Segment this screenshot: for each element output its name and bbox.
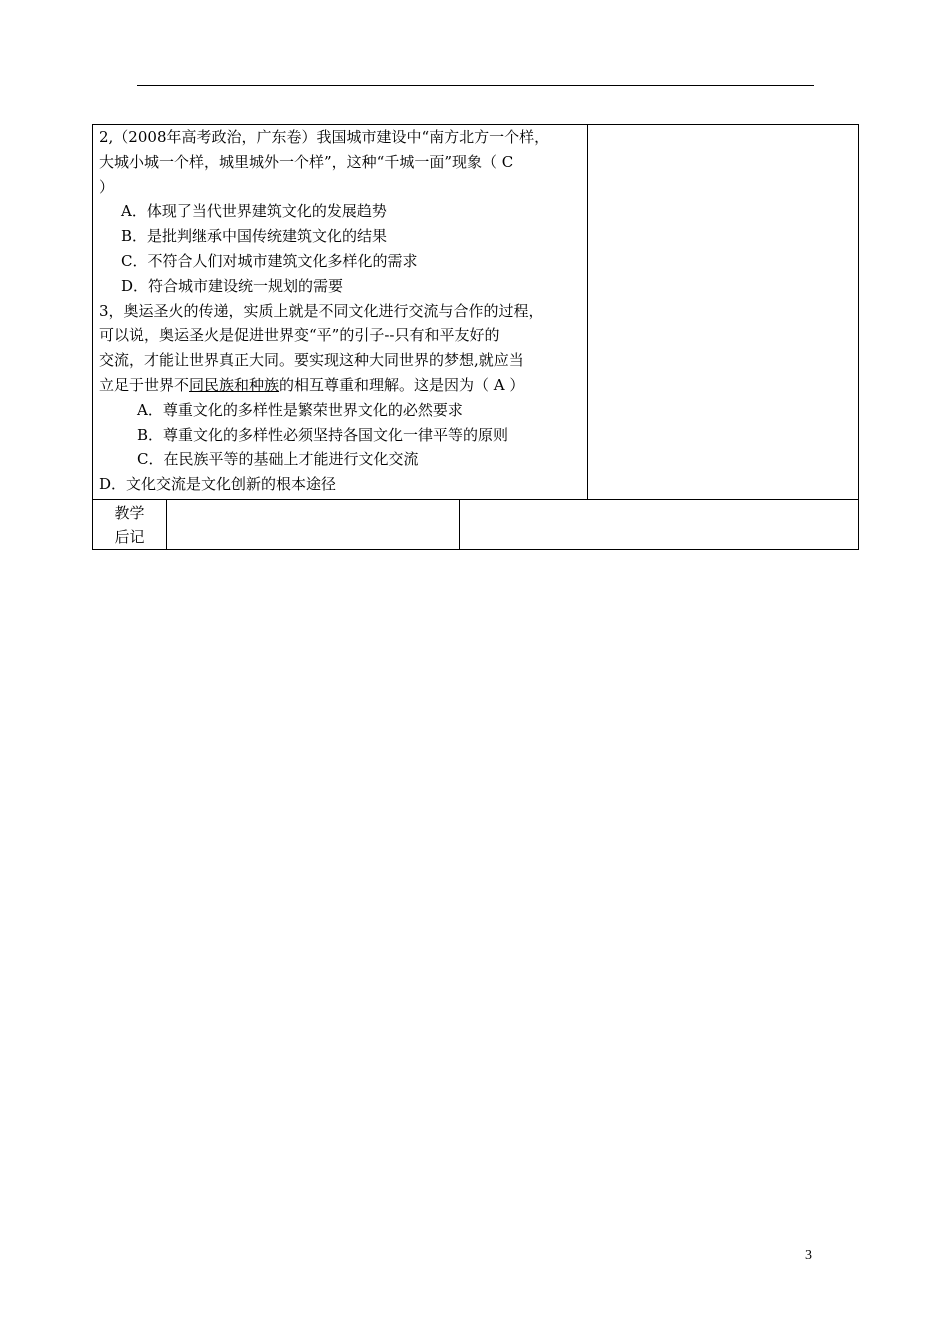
q3-option-b: B．尊重文化的多样性必须坚持各国文化一律平等的原则 xyxy=(137,425,509,444)
notes-cell xyxy=(588,125,859,500)
afterword-label-cell xyxy=(93,500,167,550)
afterword-row xyxy=(93,500,859,550)
q2-option-c: C．不符合人们对城市建筑文化多样化的需求 xyxy=(121,251,418,270)
q3-stem-underlined: 同民族和种族 xyxy=(189,375,280,394)
questions-cell xyxy=(93,125,588,500)
q3-option-d: D．文化交流是文化创新的根本途径 xyxy=(99,475,337,494)
q2-stem-line-2: 大城小城一个样，城里城外一个样”，这种“千城一面”现象（ C xyxy=(99,152,514,171)
afterword-label-line-1: 教学 xyxy=(114,503,145,522)
q2-option-b: B．是批判继承中国传统建筑文化的结果 xyxy=(121,227,388,246)
header-rule xyxy=(137,85,814,86)
question-2 xyxy=(93,125,587,299)
q3-stem-line-2: 可以说，奥运圣火是促进世界变“平”的引子--只有和平友好的 xyxy=(99,326,500,345)
page-number: 3 xyxy=(805,1248,812,1263)
q2-stem-line-1: 2,（2008年高考政治，广东卷）我国城市建设中“南方北方一个样， xyxy=(99,128,550,146)
q2-option-a: A．体现了当代世界建筑文化的发展趋势 xyxy=(121,202,387,221)
q3-stem-line-3: 交流，才能让世界真正大同。要实现这种大同世界的梦想,就应当 xyxy=(99,351,524,370)
q2-stem-line-3: ） xyxy=(99,177,115,196)
q3-option-c: C．在民族平等的基础上才能进行文化交流 xyxy=(137,450,419,469)
q3-stem-before: 立足于世界不 xyxy=(99,375,190,394)
q3-option-a: A．尊重文化的多样性是繁荣世界文化的必然要求 xyxy=(137,400,463,419)
q3-stem-after: 的相互尊重和理解。这是因为（ A ） xyxy=(279,375,525,394)
questions-row xyxy=(93,125,859,500)
afterword-label-line-2: 后记 xyxy=(114,527,145,546)
afterword-cell-1 xyxy=(167,500,460,550)
question-3 xyxy=(93,299,587,497)
lesson-table xyxy=(92,124,859,550)
q3-stem-line-1: 3，奥运圣火的传递，实质上就是不同文化进行交流与合作的过程， xyxy=(99,301,544,320)
afterword-cell-2 xyxy=(460,500,859,550)
q3-stem-line-4 xyxy=(99,373,581,398)
q2-option-d: D．符合城市建设统一规划的需要 xyxy=(121,276,344,295)
